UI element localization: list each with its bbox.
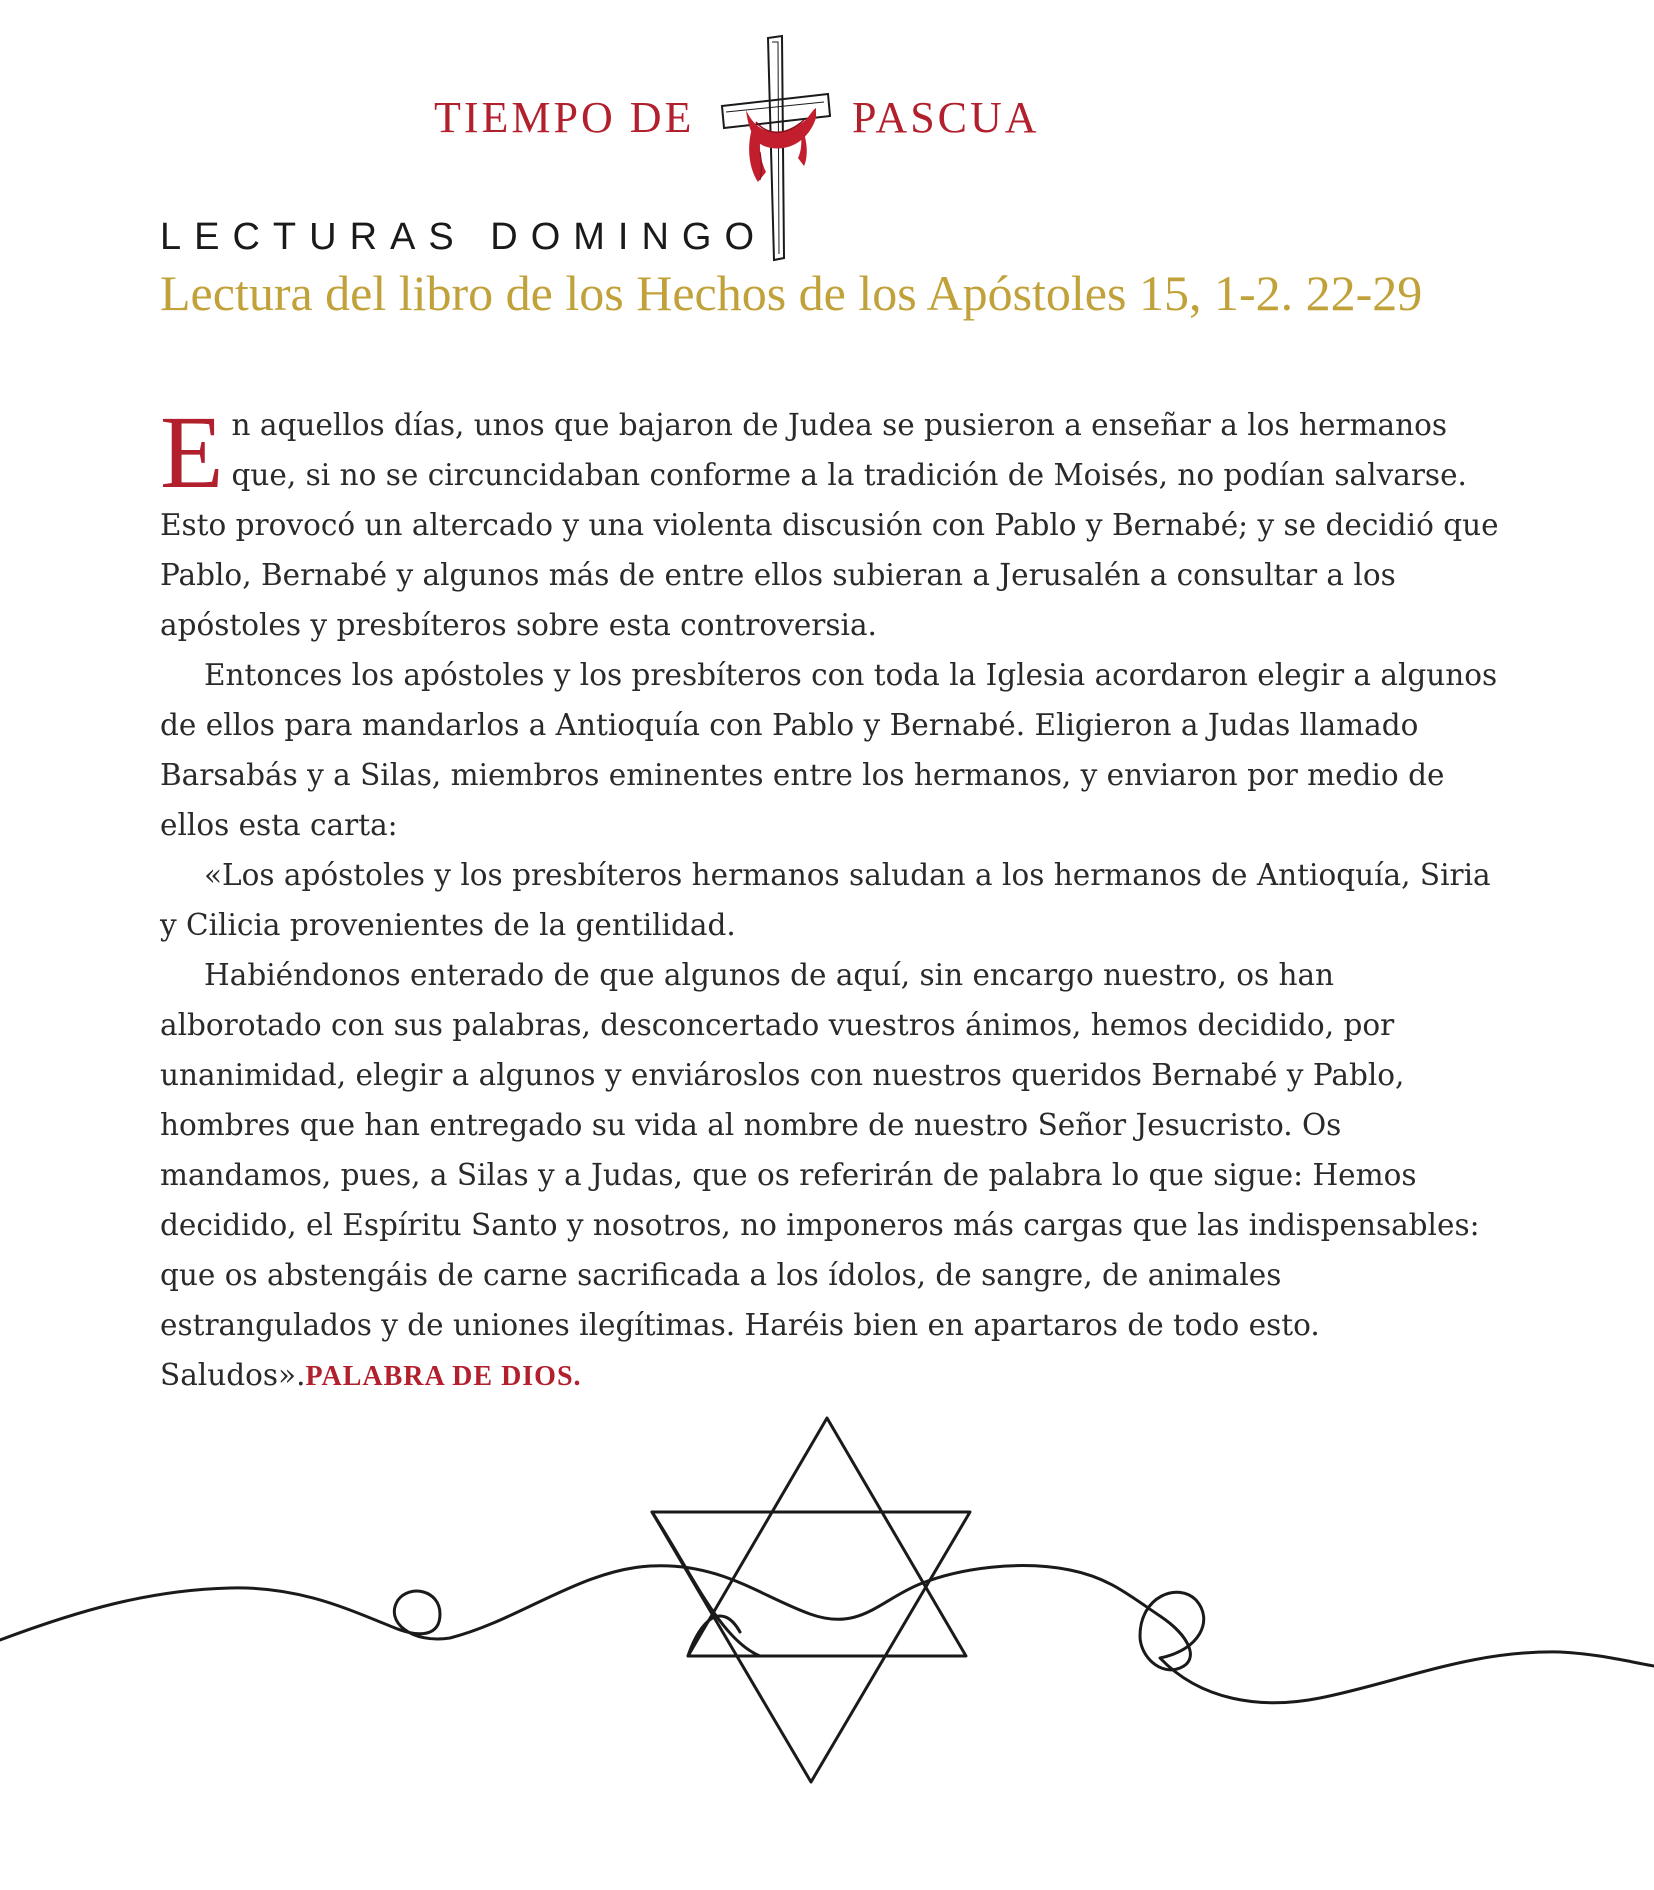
reading-body	[160, 395, 1500, 1402]
paragraph-2: Entonces los apóstoles y los presbíteros con toda la Iglesia acordaron elegir a algunos de ellos para mandarlos a Antioquía con Pablo y Bernabé. Eligieron a Judas llamado Barsabás y a Silas, miembros eminentes entre los hermanos, y enviaron por medio de ellos esta carta:	[160, 658, 1498, 842]
paragraph-3: «Los apóstoles y los presbíteros hermanos saludan a los hermanos de Antioquía, Siria y Cilicia provenientes de la gentilidad.	[160, 858, 1491, 942]
drop-cap: E	[160, 395, 224, 510]
section-label: LECTURAS DOMINGO	[160, 216, 768, 258]
reading-title: Lectura del libro de los Hechos de los Apóstoles 15, 1-2. 22-29	[160, 265, 1423, 321]
brand-title-left: TIEMPO DE	[434, 93, 695, 142]
closing-acclamation: PALABRA DE DIOS.	[305, 1361, 582, 1392]
brand-title-right: PASCUA	[852, 93, 1040, 142]
paragraph-4	[160, 950, 1500, 1402]
paragraph-text: Habiéndonos enterado de que algunos de aquí, sin encargo nuestro, os han alborotado con sus palabras, desconcertado vuestros ánimos, hemos decidido, por unanimidad, elegir a algunos y enviároslos con nuestros queridos Bernabé y Pablo, hombres que han entregado su vida al nombre de nuestro Señor Jesucristo. Os mandamos, pues, a Silas y a Judas, que os referirán de palabra lo que sigue: Hemos decidido, el Espíritu Santo y nosotros, no imponeros más cargas que las indispensables: que os abstengáis de carne sacrificada a los ídolos, de sangre, de animales estrangulados y de uniones ilegítimas. Haréis bien en apartaros de todo esto. Saludos».	[160, 958, 1480, 1392]
header	[0, 88, 1654, 168]
star-of-david-line-icon	[0, 1400, 1654, 1810]
paragraph-text: n aquellos días, unos que bajaron de Judea se pusieron a enseñar a los hermanos que, si no se circuncidaban conforme a la tradición de Moisés, no podían salvarse. Esto provocó un altercado y una violenta discusión con Pablo y Bernabé; y se decidió que Pablo, Bernabé y algunos más de entre ellos subieran a Jerusalén a consultar a los apóstoles y presbíteros sobre esta controversia.	[160, 408, 1499, 642]
paragraph-1	[160, 395, 1500, 650]
